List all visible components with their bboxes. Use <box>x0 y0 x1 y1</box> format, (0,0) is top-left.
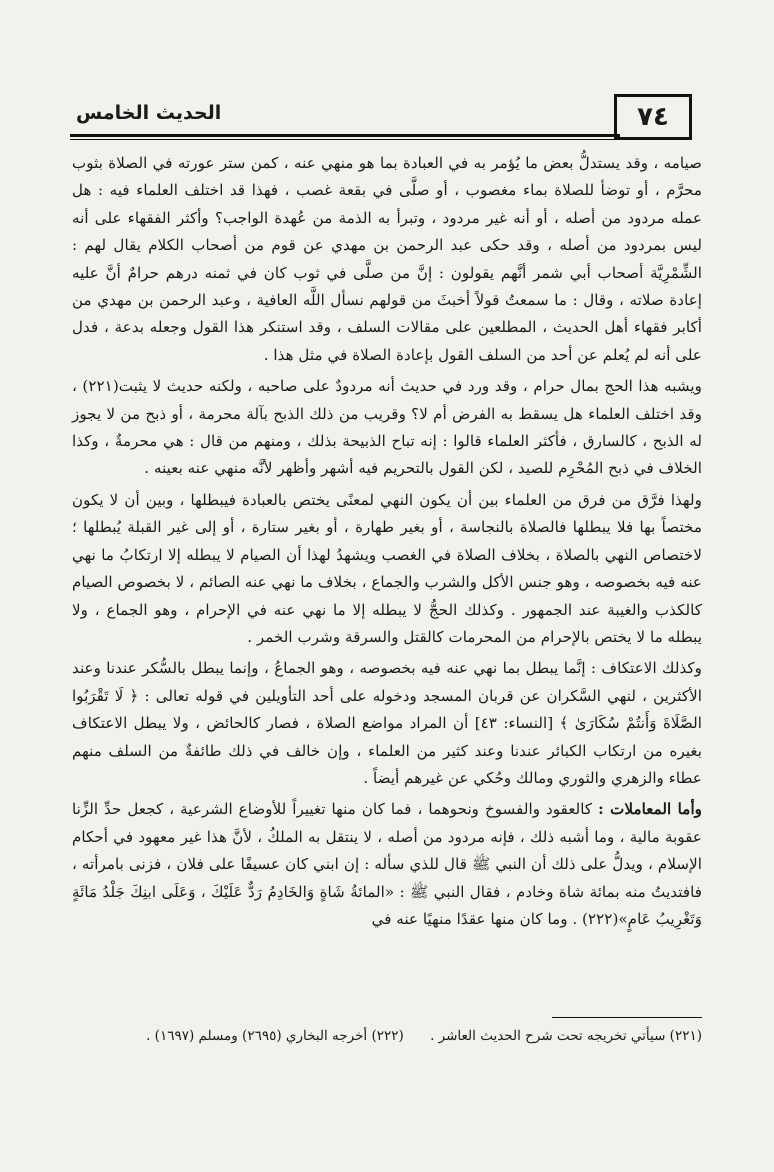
paragraph <box>72 796 702 933</box>
paragraph <box>72 373 702 483</box>
paragraph <box>72 150 702 369</box>
paragraph-text: صيامه ، وقد يستدلُّ بعض ما يُؤمر به في العبادة بما هو منهي عنه ، كمن ستر عورته في الصلاة بثوب محرَّم ، أو توضأ للصلاة بماء مغصوب ، أو صلَّى في بقعة غصب ، فهذا قد اختلف العلماء فيه : هل عمله مردود من أصله ، أو أنه غير مردود ، وتبرأ به الذمة من عُهدة الواجب؟ وأكثر الفقهاء على أنه ليس بمردود من أصله ، وقد حكى عبد الرحمن بن مهدي عن قوم من أصحاب الكلام يقال لهم : الشِّمْرِيَّة أصحاب أبي شمر أنَّهم يقولون : إنَّ من صلَّى في ثوب كان في ثمنه درهم حرامٌ أنَّ عليه إعادة صلاته ، وقال : ما سمعتُ قولاً أخبثَ من قولهم نسأل اللَّه العافية ، وعبد الرحمن بن مهدي من أكابر فقهاء أهل الحديث ، المطلعين على مقالات السلف ، وقد استنكر هذا القول وجعله بدعة ، فدل على أنه لم يُعلم عن أحد من السلف القول بإعادة الصلاة في مثل هذا . <box>72 154 703 364</box>
paragraph-text: ويشبه هذا الحج بمال حرام ، وقد ورد في حديث أنه مردودٌ على صاحبه ، ولكنه حديث لا يثبت(٢٢١) ، وقد اختلف العلماء هل يسقط به الفرض أم لا؟ وقريب من ذلك الذبح بآلة محرمة ، أو ذبح من لا يجوز له الذبح ، كالسارق ، فأكثر العلماء قالوا : إنه تباح الذبيحة بذلك ، ومنهم من قال : هي محرمةٌ ، وكذا الخلاف في ذبح المُحْرِم للصيد ، لكن القول بالتحريم فيه أشهر وأظهر لأنَّه منهي عنه بعينه . <box>72 377 702 478</box>
paragraph-text: ولهذا فرَّق من فرق من العلماء بين أن يكون النهي لمعنًى يختص بالعبادة فيبطلها ، وبين أن لا يكون مختصاً بها فلا يبطلها فالصلاة بالنجاسة ، أو بغير طهارة ، أو بغير ستارة ، أو إلى غير القبلة يُبطلها ؛ لاختصاص النهي بالصلاة ، بخلاف الصلاة في الغصب ويشهدُ لهذا أن الصيام لا يبطله إلا ارتكابُ ما نهي عنه فيه بخصوصه ، وهو جنس الأكل والشرب والجماع ، بخلاف ما نهي عنه الصائم ، لا بخصوص الصيام كالكذب والغيبة عند الجمهور . وكذلك الحجُّ لا يبطله إلا ما نهي عنه في الإحرام ، وهو الجماع ، ولا يبطله ما لا يختص بالإحرام من المحرمات كالقتل والسرقة وشرب الخمر . <box>72 490 702 646</box>
footnote: (٢٢٢) أخرجه البخاري (٢٦٩٥) ومسلم (١٦٩٧) . <box>146 1028 404 1044</box>
footnotes <box>72 1024 702 1048</box>
header-rule-thin <box>70 139 620 140</box>
header-rule <box>70 134 620 137</box>
footnote-separator <box>552 1017 702 1018</box>
page-number: ٧٤ <box>614 94 692 140</box>
footnote: (٢٢١) سيأتي تخريجه تحت شرح الحديث العاشر . <box>430 1028 702 1044</box>
paragraph-lead: وأما المعاملات : <box>598 800 702 819</box>
chapter-title: الحديث الخامس <box>76 102 222 124</box>
paragraph-text: كالعقود والفسوخ ونحوهما ، فما كان منها تغييراً للأوضاع الشرعية ، كجعل حدِّ الزِّنا عقوبة مالية ، وما أشبه ذلك ، فإنه مردود من أصله ، لا ينتقل به الملكُ ، لأنَّ هذا غير معهود في أحكام الإسلام ، ويدلُّ على ذلك أن النبي ﷺ قال للذي سأله : إن ابني كان عسيفًا على فلان ، فزنى بامرأته ، فافتديتُ منه بمائة شاة وخادم ، فقال النبي ﷺ : «المائةُ شَاةٍ وَالخَادِمُ رَدٌّ عَلَيْكَ ، وَعَلَى ابنِكَ جَلْدُ مَائَةٍ وَتَغْرِيبُ عَامٍ»(٢٢٢) . وما كان منها عقدًا منهيًا عنه في <box>72 800 702 928</box>
paragraph <box>72 487 702 651</box>
paragraph-text: وكذلك الاعتكاف : إنَّما يبطل بما نهي عنه فيه بخصوصه ، وهو الجماعُ ، وإنما يبطل بالسُّكر عندنا وعند الأكثرين ، لنهي السَّكران عن قربان المسجد ودخوله على أحد التأويلين في قوله تعالى : ﴿ لَا تَقْرَبُوا الصَّلَاةَ وَأَنتُمْ سُكَارَىٰ ﴾ [النساء: ٤٣] أن المراد مواضع الصلاة ، فصار كالحائض ، ولا يبطل الاعتكاف بغيره من ارتكاب الكبائر عندنا وعند كثير من العلماء ، وإن خالف في ذلك طائفةٌ من السلف منهم عطاء والزهري والثوري ومالك وحُكي عن غيرهم أيضاً . <box>72 659 703 787</box>
page-header <box>70 94 692 138</box>
main-text <box>72 150 702 933</box>
paragraph <box>72 655 702 792</box>
